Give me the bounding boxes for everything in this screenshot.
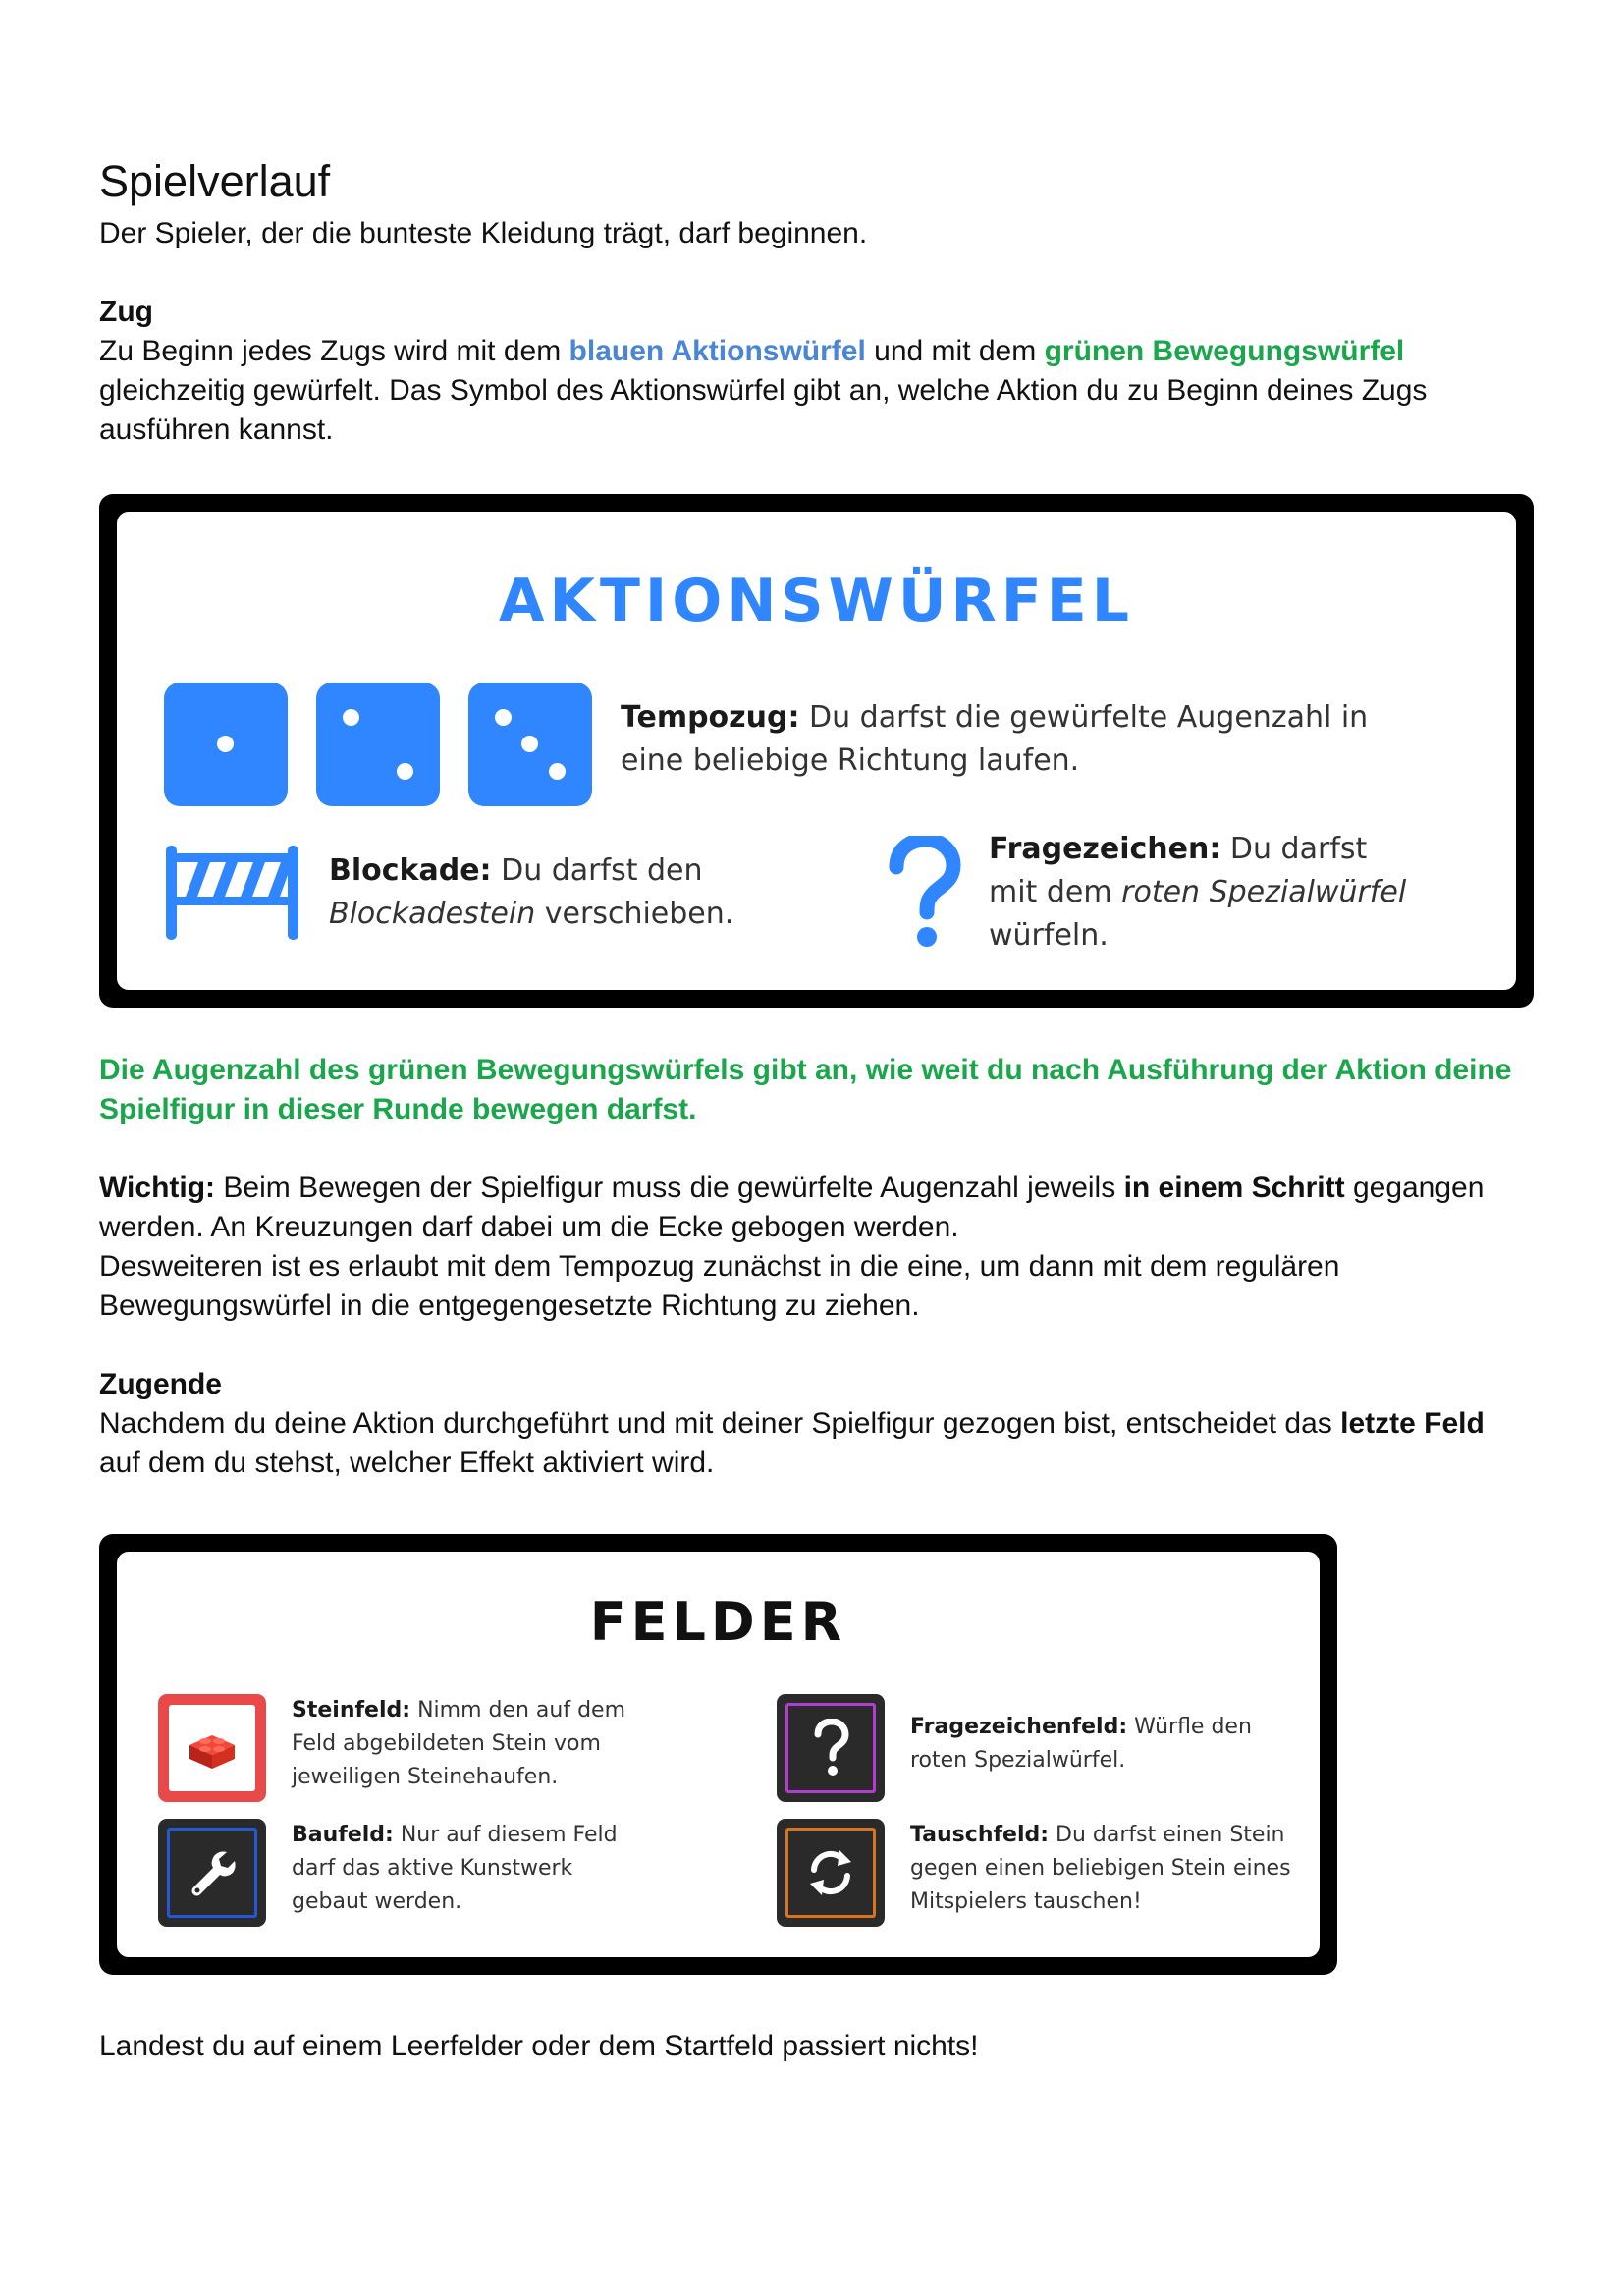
fragezeichenfeld-description: Fragezeichenfeld: Würfle den roten Spezialwürfel. — [910, 1715, 1252, 1773]
zugende-heading: Zugende — [99, 1368, 222, 1400]
fragezeichen-rule: Fragezeichen: Du darfst mit dem roten Spezialwürfel würfeln. — [989, 832, 1407, 953]
swap-arrows-icon — [804, 1846, 857, 1899]
felder-panel — [99, 1534, 1337, 1975]
page-title: Spielverlauf — [99, 156, 331, 206]
fragezeichenfeld-tile — [777, 1694, 885, 1802]
aktionswuerfel-title: AKTIONSWÜRFEL — [499, 567, 1134, 635]
tempozug-rule: Tempozug: Du darfst die gewürfelte Augenzahl in eine beliebige Richtung laufen. — [621, 700, 1369, 778]
tauschfeld-tile — [777, 1819, 885, 1927]
zugende-paragraph: Nachdem du deine Aktion durchgeführt und mit deiner Spielfigur gezogen bist, entscheidet das letzte Feld auf dem du stehst, welcher Effekt aktiviert wird. — [99, 1407, 1485, 1479]
wichtig-paragraph: Wichtig: Beim Bewegen der Spielfigur muss die gewürfelte Augenzahl jeweils in einem Schritt gegangen werden. An Kreuzungen darf dabei um die Ecke gebogen werden. — [99, 1172, 1485, 1243]
die-three-icon — [468, 683, 592, 806]
question-mark-icon — [812, 1719, 851, 1777]
tauschfeld-description: Tauschfeld: Du darfst einen Stein gegen einen beliebigen Stein eines Mitspielers tauschen! — [910, 1823, 1291, 1914]
document-footer — [99, 2027, 1533, 2066]
document-body-2 — [99, 1051, 1533, 1483]
desweiteren-paragraph: Desweiteren ist es erlaubt mit dem Tempozug zunächst in die eine, um dann mit dem regulären Bewegungswürfel in die entgegengesetzte Richtung zu ziehen. — [99, 1250, 1340, 1322]
steinfeld-description: Steinfeld: Nimm den auf dem Feld abgebildeten Stein vom jeweiligen Steinehaufen. — [292, 1698, 626, 1789]
green-die-highlight: grünen Bewegungswürfel — [1044, 335, 1405, 367]
blockade-rule: Blockade: Du darfst den Blockadestein verschieben. — [329, 853, 734, 931]
felder-title: FELDER — [589, 1591, 847, 1653]
die-two-icon — [316, 683, 440, 806]
document-page — [99, 147, 1533, 450]
aktionswuerfel-panel — [99, 494, 1534, 1008]
wrench-icon — [188, 1848, 237, 1897]
die-one-icon — [164, 683, 288, 806]
blue-die-highlight: blauen Aktionswürfel — [568, 335, 866, 367]
zug-heading: Zug — [99, 296, 153, 328]
question-mark-icon — [885, 836, 963, 949]
footer-text: Landest du auf einem Leerfelder oder dem Startfeld passiert nichts! — [99, 2030, 979, 2062]
baufeld-tile — [158, 1819, 266, 1927]
zug-paragraph: Zu Beginn jedes Zugs wird mit dem blauen Aktionswürfel und mit dem grünen Bewegungswürfel gleichzeitig gewürfelt. Das Symbol des Aktionswürfel gibt an, welche Aktion du zu Beginn deines Zugs ausführen kannst. — [99, 335, 1428, 446]
brick-icon — [186, 1725, 239, 1771]
intro-text: Der Spieler, der die bunteste Kleidung trägt, darf beginnen. — [99, 217, 868, 249]
steinfeld-tile — [158, 1694, 266, 1802]
barrier-icon — [166, 846, 303, 944]
green-note: Die Augenzahl des grünen Bewegungswürfels gibt an, wie weit du nach Ausführung der Aktion deine Spielfigur in dieser Runde bewegen darfst. — [99, 1054, 1512, 1125]
baufeld-description: Baufeld: Nur auf diesem Feld darf das aktive Kunstwerk gebaut werden. — [292, 1823, 618, 1914]
